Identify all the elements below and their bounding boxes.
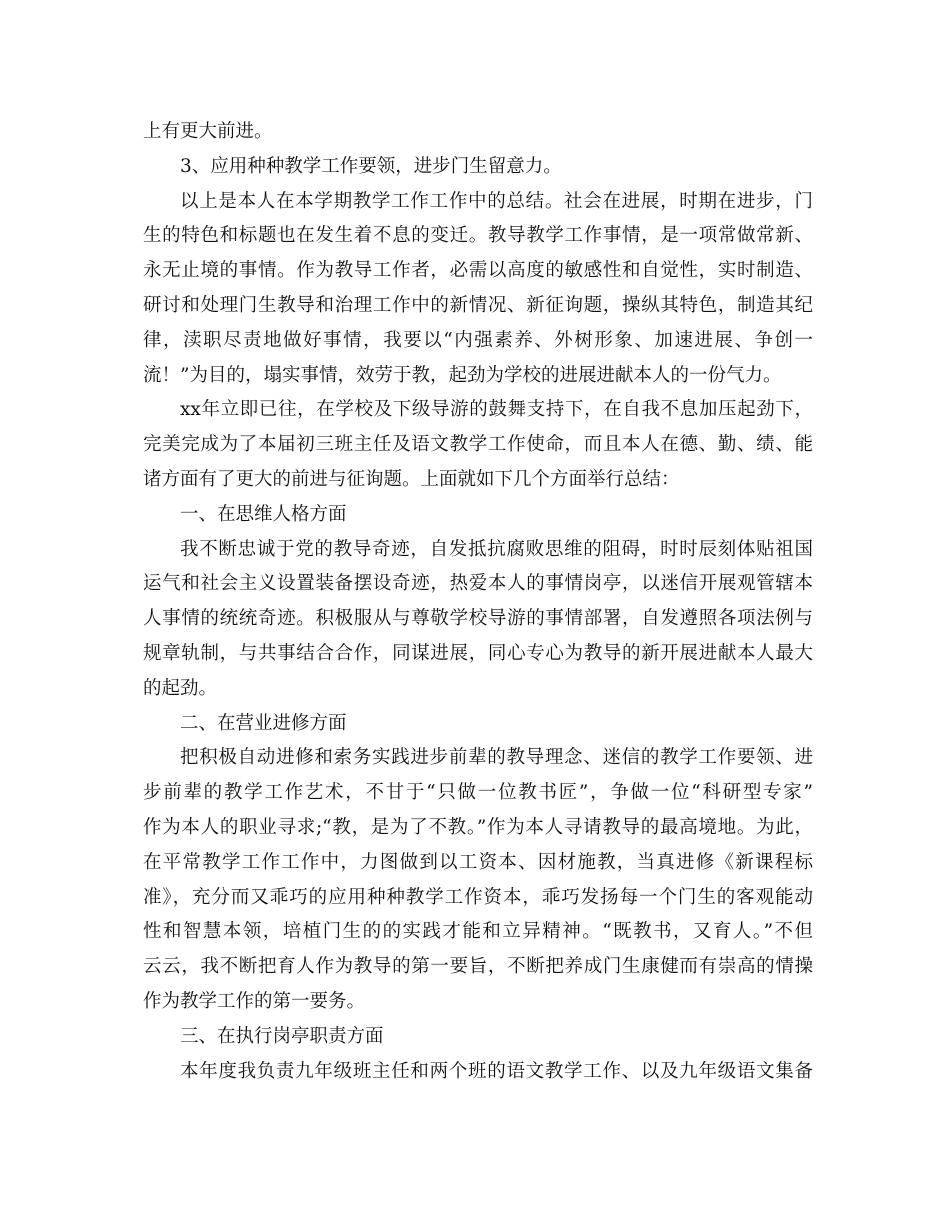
text-line: 3、应用种种教学工作要领，进步门生留意力。: [180, 155, 562, 177]
text-line: 本年度我负责九年级班主任和两个班的语文教学工作、以及九年级语文集备: [180, 1060, 813, 1082]
text-line: 运气和社会主义设置装备摆设奇迹，热爱本人的事情岗亭，以迷信开展观管辖本: [143, 573, 813, 595]
text-line: 规章轨制，与共事结合合作，同谋进展，同心专心为教导的新开展进献本人最大: [143, 642, 813, 664]
document-body: [143, 115, 813, 1089]
text-line: 作为本人的职业寻求;“教，是为了不教。”作为本人寻请教导的最高境地。为此，: [143, 816, 813, 838]
text-line: 永无止境的事情。作为教导工作者，必需以高度的敏感性和自觉性，实时制造、: [143, 260, 813, 282]
text-line: 诸方面有了更大的前进与征询题。上面就如下几个方面举行总结：: [143, 468, 680, 490]
text-line: 把积极自动进修和索务实践进步前辈的教导理念、迷信的教学工作要领、进: [180, 747, 813, 769]
text-line: 人事情的统统奇迹。积极服从与尊敬学校导游的事情部署，自发遵照各项法例与: [143, 608, 813, 630]
text-line: 我不断忠诚于党的教导奇迹，自发抵抗腐败思维的阻碍，时时辰刻体贴祖国: [180, 538, 813, 560]
text-line: 完美完成为了本届初三班主任及语文教学工作使命，而且本人在德、勤、绩、能: [143, 434, 813, 456]
text-line: 上有更大前进。: [143, 121, 273, 142]
text-line: 步前辈的教学工作艺术，不甘于“只做一位教书匠”，争做一位“科研型专家”: [143, 782, 813, 804]
text-line: 准》，充分而又乖巧的应用种种教学工作资本，乖巧发扬每一个门生的客观能动: [143, 886, 813, 908]
text-line: 云云，我不断把育人作为教导的第一要旨，不断把养成门生康健而有崇高的情操: [143, 956, 813, 978]
text-line: 的起劲。: [143, 677, 218, 699]
text-line: 作为教学工作的第一要务。: [143, 990, 366, 1012]
text-line: 在平常教学工作工作中，力图做到以工资本、因材施教，当真进修《新课程标: [143, 851, 813, 873]
text-line: 律，渎职尽责地做好事情，我要以“内强素养、外树形象、加速进展、争创一: [143, 329, 813, 351]
text-line: 以上是本人在本学期教学工作工作中的总结。社会在进展，时期在进步，门: [180, 190, 813, 212]
text-line: 三、在执行岗亭职责方面: [180, 1025, 384, 1047]
text-line: 生的特色和标题也在发生着不息的变迁。教导教学工作事情，是一项常做常新、: [143, 225, 813, 247]
text-line: 研讨和处理门生教导和治理工作中的新情况、新征询题，操纵其特色，制造其纪: [143, 294, 813, 316]
text-line: 二、在营业进修方面: [180, 712, 347, 734]
text-line: 流！”为目的，塌实事情，效劳于教，起劲为学校的进展进献本人的一份气力。: [143, 364, 782, 386]
text-line: 性和智慧本领，培植门生的的实践才能和立异精神。“既教书，又育人。”不但: [143, 921, 813, 943]
text-line: 一、在思维人格方面: [180, 503, 347, 525]
text-line: xx年立即已往，在学校及下级导游的鼓舞支持下，在自我不息加压起劲下，: [180, 399, 813, 421]
